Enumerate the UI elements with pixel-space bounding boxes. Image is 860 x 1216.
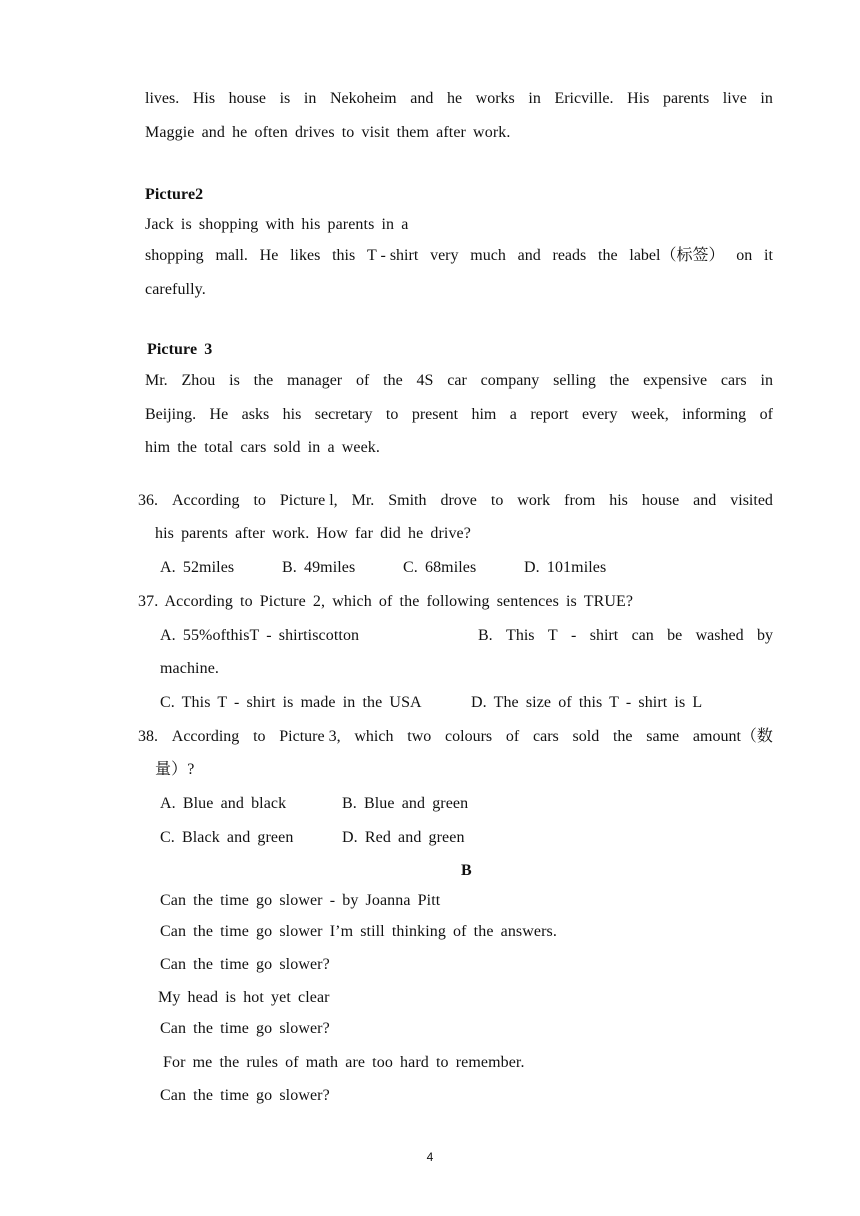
word: to	[253, 492, 266, 509]
word: T - shirt	[367, 247, 419, 264]
section-b-heading: B	[461, 862, 472, 879]
word: works	[475, 90, 515, 107]
word: from	[564, 492, 596, 509]
q36-option-a: A. 52miles	[160, 559, 235, 576]
word: Picture l,	[279, 492, 338, 509]
word: can	[631, 627, 654, 644]
word: of	[355, 372, 370, 389]
q37-option-b-cont: machine.	[160, 660, 219, 677]
word: expensive	[643, 372, 708, 389]
word: of	[759, 406, 773, 423]
word: Picture 3,	[279, 728, 341, 745]
word: this	[332, 247, 356, 264]
word: and	[693, 492, 717, 509]
word: He	[259, 247, 279, 264]
word: the	[609, 372, 630, 389]
word: every	[581, 406, 618, 423]
word: 36.	[138, 492, 158, 509]
word: house	[641, 492, 680, 509]
word: in	[760, 372, 773, 389]
word: This	[506, 627, 535, 644]
word: Smith	[388, 492, 427, 509]
q37-option-b	[478, 626, 773, 646]
q36-option-d: D. 101miles	[524, 559, 607, 576]
word: 38.	[138, 728, 158, 745]
word: to	[385, 406, 399, 423]
word: a	[509, 406, 517, 423]
word: Mr.	[145, 372, 168, 389]
p1-line2: Maggie and he often drives to visit them after work.	[145, 124, 511, 141]
word: work	[517, 492, 551, 509]
q36-option-c: C. 68miles	[403, 559, 477, 576]
q36-line2: his parents after work. How far did he drive?	[155, 525, 471, 542]
word: cars	[720, 372, 747, 389]
word: car	[447, 372, 467, 389]
word: asks	[241, 406, 270, 423]
word: on	[736, 247, 753, 264]
word: His	[627, 90, 650, 107]
word: him	[471, 406, 497, 423]
word: According	[171, 492, 240, 509]
word: the	[383, 372, 403, 389]
poem-line-1: Can the time go slower - by Joanna Pitt	[160, 892, 441, 909]
word: the	[598, 247, 618, 264]
p3-line1	[145, 371, 773, 391]
word: it	[764, 247, 773, 264]
q37-option-d: D. The size of this T - shirt is L	[471, 694, 703, 711]
word: selling	[553, 372, 596, 389]
word: week,	[630, 406, 669, 423]
word: Mr.	[351, 492, 375, 509]
word: informing	[682, 406, 747, 423]
word: which	[354, 728, 394, 745]
p2-line3: carefully.	[145, 281, 206, 298]
word: and	[517, 247, 541, 264]
word: in	[303, 90, 317, 107]
word: in	[760, 90, 773, 107]
word: is	[229, 372, 240, 389]
p2-line1: Jack is shopping with his parents in a	[145, 216, 409, 233]
word: shopping	[145, 247, 204, 264]
word: visited	[730, 492, 773, 509]
word: in	[528, 90, 541, 107]
word: According	[171, 728, 240, 745]
q38-option-a: A. Blue and black	[160, 795, 287, 812]
q38-line1	[138, 727, 773, 747]
word: -	[571, 627, 577, 644]
p1-line1	[145, 89, 773, 109]
word: the	[612, 728, 633, 745]
word: He	[209, 406, 229, 423]
word: Nekoheim	[329, 90, 397, 107]
poem-line-6: For me the rules of math are too hard to remember.	[163, 1054, 525, 1071]
word: very	[430, 247, 459, 264]
page-number: 4	[426, 1150, 434, 1164]
word: sold	[572, 728, 600, 745]
word: his	[282, 406, 302, 423]
word: Zhou	[181, 372, 216, 389]
word: lives.	[145, 90, 180, 107]
poem-line-4: My head is hot yet clear	[158, 989, 330, 1006]
word: drove	[440, 492, 477, 509]
q38-option-d: D. Red and green	[342, 829, 465, 846]
picture2-heading: Picture2	[145, 186, 204, 203]
word: manager	[287, 372, 343, 389]
word: T	[547, 627, 558, 644]
poem-line-3: Can the time go slower?	[160, 956, 330, 973]
word: Ericville.	[554, 90, 614, 107]
word: colours	[445, 728, 493, 745]
p3-line2	[145, 405, 773, 425]
word: shirt	[589, 627, 619, 644]
word: parents	[662, 90, 710, 107]
word: his	[609, 492, 628, 509]
q37-option-c: C. This T - shirt is made in the USA	[160, 694, 422, 711]
word: secretary	[314, 406, 373, 423]
word: two	[407, 728, 432, 745]
word: washed	[695, 627, 744, 644]
q37-line1: 37. According to Picture 2, which of the following sentences is TRUE?	[138, 593, 634, 610]
poem-line-7: Can the time go slower?	[160, 1087, 330, 1104]
word: and	[410, 90, 434, 107]
word: to	[490, 492, 504, 509]
word: same	[646, 728, 680, 745]
p2-line2	[145, 246, 773, 266]
word: live	[722, 90, 747, 107]
word: reads	[552, 247, 587, 264]
word: house	[228, 90, 266, 107]
q36-option-b: B. 49miles	[282, 559, 356, 576]
p3-line3: him the total cars sold in a week.	[145, 439, 381, 456]
word: B.	[478, 627, 493, 644]
q36-line1	[138, 491, 773, 511]
q38-option-b: B. Blue and green	[342, 795, 469, 812]
word: much	[470, 247, 506, 264]
word: to	[253, 728, 266, 745]
q37-option-a: A. 55%ofthisT - shirtiscotton	[160, 627, 360, 644]
word: present	[411, 406, 459, 423]
word: be	[667, 627, 683, 644]
word: of	[505, 728, 520, 745]
word: His	[192, 90, 216, 107]
word: report	[530, 406, 569, 423]
word: by	[756, 627, 773, 644]
word: 4S	[416, 372, 434, 389]
word: the	[253, 372, 274, 389]
word: cars	[532, 728, 559, 745]
word: label（标签）	[629, 247, 725, 264]
word: likes	[290, 247, 321, 264]
word: mall.	[215, 247, 248, 264]
word: company	[480, 372, 540, 389]
word: he	[446, 90, 463, 107]
word: is	[279, 90, 291, 107]
word: amount（数	[692, 728, 773, 745]
picture3-heading: Picture 3	[147, 341, 213, 358]
q38-line2: 量）?	[155, 761, 195, 778]
word: Beijing.	[145, 406, 197, 423]
poem-line-5: Can the time go slower?	[160, 1020, 330, 1037]
q38-option-c: C. Black and green	[160, 829, 294, 846]
poem-line-2: Can the time go slower I’m still thinking of the answers.	[160, 923, 557, 940]
